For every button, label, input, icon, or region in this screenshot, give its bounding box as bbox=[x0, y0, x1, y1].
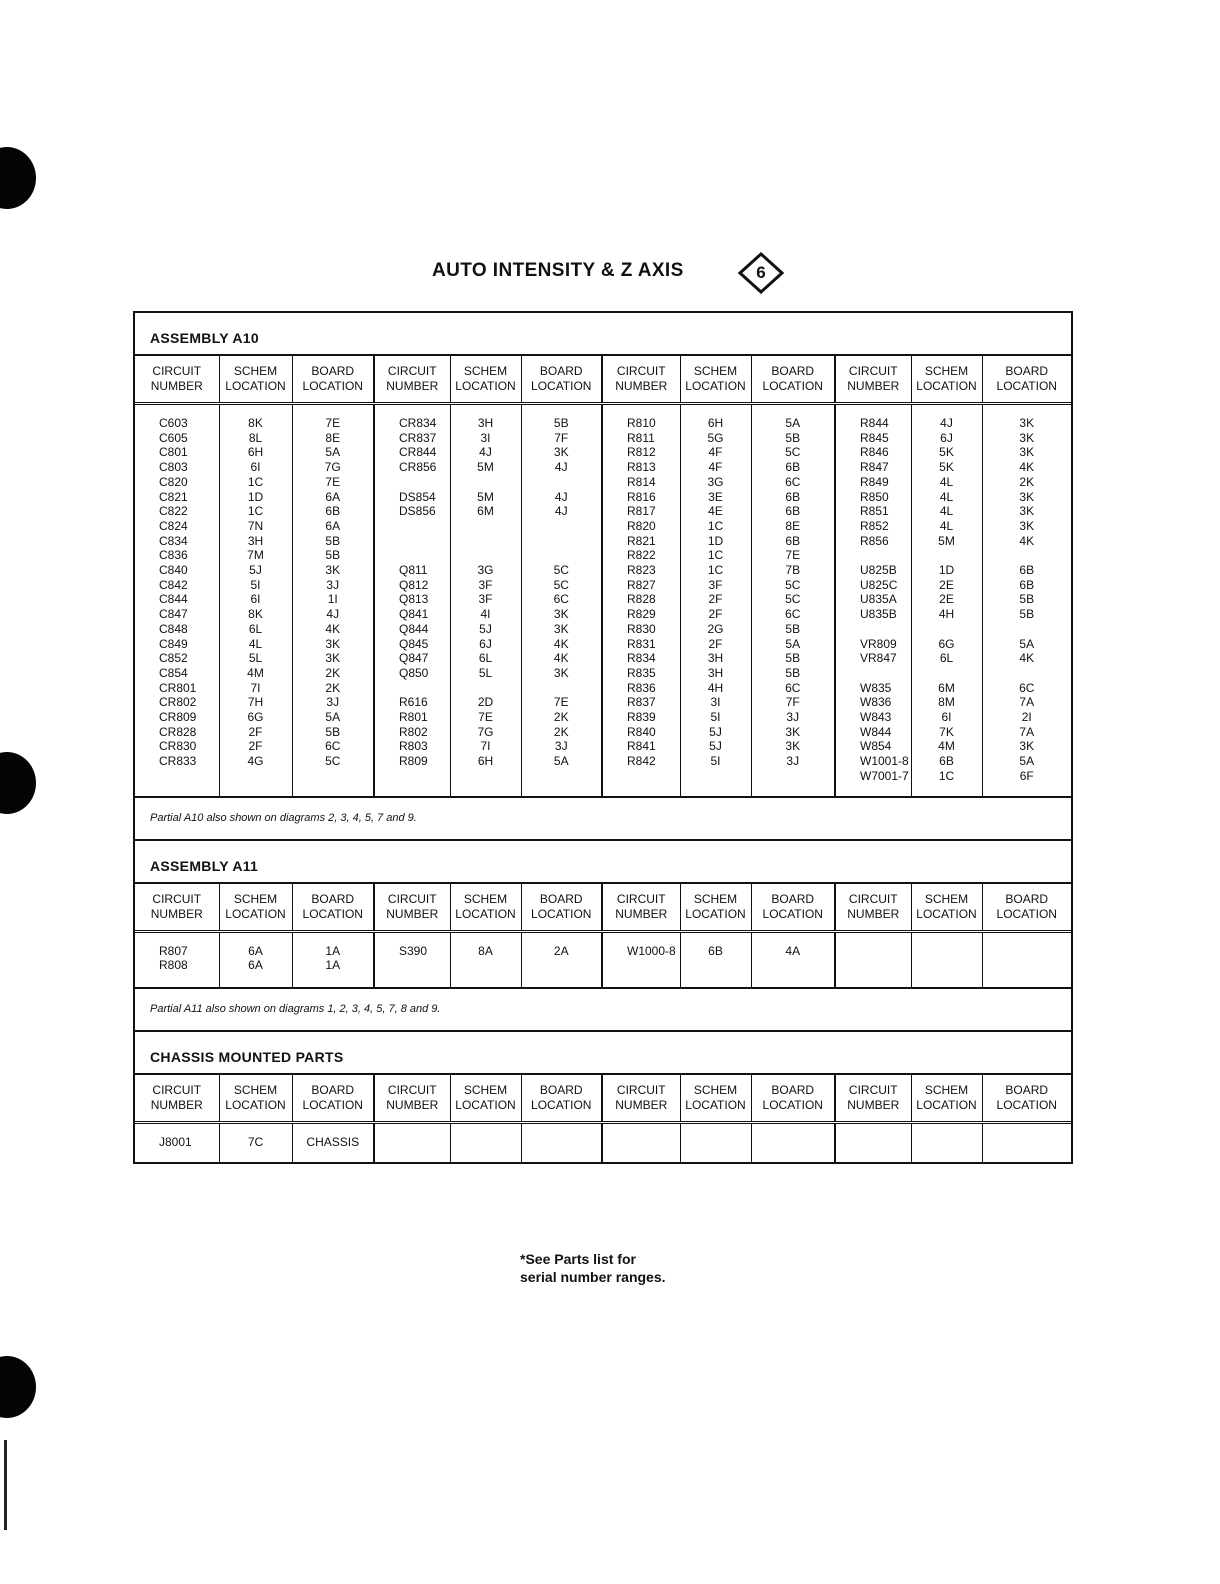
circuit-number-cell: W1000-8 bbox=[602, 931, 680, 988]
col-board-location: BOARD LOCATION bbox=[982, 355, 1071, 404]
col-circuit-number: CIRCUIT NUMBER bbox=[602, 1074, 680, 1123]
col-schem-location: SCHEM LOCATION bbox=[911, 355, 982, 404]
schem-location-cell bbox=[911, 1123, 982, 1162]
chassis-parts-table bbox=[135, 1073, 1071, 1162]
col-circuit-number: CIRCUIT NUMBER bbox=[602, 355, 680, 404]
board-location-cell bbox=[751, 1123, 835, 1162]
col-circuit-number: CIRCUIT NUMBER bbox=[835, 1074, 911, 1123]
col-circuit-number: CIRCUIT NUMBER bbox=[835, 883, 911, 932]
assembly-a11-title: ASSEMBLY A11 bbox=[150, 857, 259, 874]
circuit-number-cell bbox=[835, 1123, 911, 1162]
circuit-number-cell: R807 R808 bbox=[135, 931, 219, 988]
col-board-location: BOARD LOCATION bbox=[982, 1074, 1071, 1123]
circuit-number-cell: R810 R811 R812 R813 R814 R816 R817 R820 R821 R822 R823 R827 R828 R829 R830 R831 R834 R835 R836 R837 R839 R840 R841 R842 bbox=[602, 404, 680, 797]
col-circuit-number: CIRCUIT NUMBER bbox=[602, 883, 680, 932]
col-schem-location: SCHEM LOCATION bbox=[911, 883, 982, 932]
col-schem-location: SCHEM LOCATION bbox=[680, 355, 751, 404]
schem-location-cell: 7C bbox=[219, 1123, 292, 1162]
table-header-row bbox=[135, 1074, 1071, 1123]
col-board-location: BOARD LOCATION bbox=[521, 883, 602, 932]
binder-hole-middle bbox=[0, 752, 36, 814]
assembly-a10-note: Partial A10 also shown on diagrams 2, 3, 4, 5, 7 and 9. bbox=[135, 798, 1071, 841]
diagram-number: 6 bbox=[756, 263, 766, 282]
parts-location-frame bbox=[133, 311, 1073, 1164]
col-circuit-number: CIRCUIT NUMBER bbox=[135, 1074, 219, 1123]
assembly-a11-table bbox=[135, 882, 1071, 990]
schem-location-cell: 6A 6A bbox=[219, 931, 292, 988]
schem-location-cell bbox=[911, 931, 982, 988]
scan-edge-mark bbox=[4, 1440, 7, 1530]
board-location-cell bbox=[521, 1123, 602, 1162]
board-location-cell bbox=[982, 931, 1071, 988]
col-board-location: BOARD LOCATION bbox=[982, 883, 1071, 932]
col-board-location: BOARD LOCATION bbox=[751, 883, 835, 932]
board-location-cell: 2A bbox=[521, 931, 602, 988]
col-schem-location: SCHEM LOCATION bbox=[450, 355, 521, 404]
col-schem-location: SCHEM LOCATION bbox=[450, 1074, 521, 1123]
col-schem-location: SCHEM LOCATION bbox=[680, 1074, 751, 1123]
circuit-number-cell: C603 C605 C801 C803 C820 C821 C822 C824 C834 C836 C840 C842 C844 C847 C848 C849 C852 C854 CR801 CR802 CR809 CR828 CR830 CR833 bbox=[135, 404, 219, 797]
assembly-a10-table bbox=[135, 354, 1071, 798]
schem-location-cell: 8K 8L 6H 6I 1C 1D 1C 7N 3H 7M 5J 5I 6I 8K 6L 4L 5L 4M 7I 7H 6G 2F 2F 4G bbox=[219, 404, 292, 797]
board-location-cell bbox=[982, 1123, 1071, 1162]
col-circuit-number: CIRCUIT NUMBER bbox=[374, 883, 450, 932]
col-schem-location: SCHEM LOCATION bbox=[219, 883, 292, 932]
col-schem-location: SCHEM LOCATION bbox=[219, 1074, 292, 1123]
page-title: AUTO INTENSITY & Z AXIS bbox=[432, 260, 684, 281]
col-circuit-number: CIRCUIT NUMBER bbox=[135, 355, 219, 404]
col-schem-location: SCHEM LOCATION bbox=[911, 1074, 982, 1123]
schem-location-cell: 6H 5G 4F 4F 3G 3E 4E 1C 1D 1C 1C 3F 2F 2F 2G 2F 3H 3H 4H 3I 5I 5J 5J 5I bbox=[680, 404, 751, 797]
board-location-cell: 3K 3K 3K 4K 2K 3K 3K 3K 4K 6B 6B 5B 5B 5A 4K 6C 7A 2I 7A 3K 5A 6F bbox=[982, 404, 1071, 797]
circuit-number-cell: S390 bbox=[374, 931, 450, 988]
schem-location-cell: 6B bbox=[680, 931, 751, 988]
col-circuit-number: CIRCUIT NUMBER bbox=[374, 1074, 450, 1123]
circuit-number-cell: CR834 CR837 CR844 CR856 DS854 DS856 Q811 Q812 Q813 Q841 Q844 Q845 Q847 Q850 R616 R801 R802 R803 R809 bbox=[374, 404, 450, 797]
chassis-parts-title: CHASSIS MOUNTED PARTS bbox=[150, 1049, 344, 1066]
col-board-location: BOARD LOCATION bbox=[292, 355, 374, 404]
board-location-cell: 4A bbox=[751, 931, 835, 988]
table-row bbox=[135, 931, 1071, 988]
board-location-cell: 1A 1A bbox=[292, 931, 374, 988]
board-location-cell: CHASSIS bbox=[292, 1123, 374, 1162]
diagram-number-badge bbox=[738, 252, 784, 294]
assembly-a10-title: ASSEMBLY A10 bbox=[150, 330, 259, 346]
schem-location-cell: 3H 3I 4J 5M 5M 6M 3G 3F 3F 4I 5J 6J 6L 5L 2D 7E 7G 7I 6H bbox=[450, 404, 521, 797]
col-board-location: BOARD LOCATION bbox=[751, 1074, 835, 1123]
col-board-location: BOARD LOCATION bbox=[521, 1074, 602, 1123]
circuit-number-cell bbox=[602, 1123, 680, 1162]
table-header-row bbox=[135, 883, 1071, 932]
col-circuit-number: CIRCUIT NUMBER bbox=[135, 883, 219, 932]
col-circuit-number: CIRCUIT NUMBER bbox=[374, 355, 450, 404]
table-row bbox=[135, 1123, 1071, 1162]
serial-number-footnote bbox=[520, 1250, 666, 1286]
board-location-cell: 7E 8E 5A 7G 7E 6A 6B 6A 5B 5B 3K 3J 1I 4J 4K 3K 3K 2K 2K 3J 5A 5B 6C 5C bbox=[292, 404, 374, 797]
binder-hole-top bbox=[0, 147, 36, 209]
circuit-number-cell bbox=[835, 931, 911, 988]
footnote-line: serial number ranges. bbox=[520, 1269, 666, 1285]
binder-hole-bottom bbox=[0, 1356, 36, 1418]
page-header bbox=[0, 252, 1220, 292]
footnote-line: *See Parts list for bbox=[520, 1251, 636, 1267]
board-location-cell: 5A 5B 5C 6B 6C 6B 6B 8E 6B 7E 7B 5C 5C 6C 5B 5A 5B 5B 6C 7F 3J 3K 3K 3J bbox=[751, 404, 835, 797]
schem-location-cell: 4J 6J 5K 5K 4L 4L 4L 4L 5M 1D 2E 2E 4H 6G 6L 6M 8M 6I 7K 4M 6B 1C bbox=[911, 404, 982, 797]
table-header-row bbox=[135, 355, 1071, 404]
assembly-a11-note: Partial A11 also shown on diagrams 1, 2, 3, 4, 5, 7, 8 and 9. bbox=[135, 989, 1071, 1032]
col-circuit-number: CIRCUIT NUMBER bbox=[835, 355, 911, 404]
schem-location-cell: 8A bbox=[450, 931, 521, 988]
col-board-location: BOARD LOCATION bbox=[292, 1074, 374, 1123]
col-board-location: BOARD LOCATION bbox=[521, 355, 602, 404]
schem-location-cell bbox=[680, 1123, 751, 1162]
schem-location-cell bbox=[450, 1123, 521, 1162]
circuit-number-cell bbox=[374, 1123, 450, 1162]
col-schem-location: SCHEM LOCATION bbox=[680, 883, 751, 932]
col-board-location: BOARD LOCATION bbox=[751, 355, 835, 404]
col-board-location: BOARD LOCATION bbox=[292, 883, 374, 932]
col-schem-location: SCHEM LOCATION bbox=[450, 883, 521, 932]
board-location-cell: 5B 7F 3K 4J 4J 4J 5C 5C 6C 3K 3K 4K 4K 3K 7E 2K 2K 3J 5A bbox=[521, 404, 602, 797]
circuit-number-cell: J8001 bbox=[135, 1123, 219, 1162]
table-row bbox=[135, 404, 1071, 797]
col-schem-location: SCHEM LOCATION bbox=[219, 355, 292, 404]
circuit-number-cell: R844 R845 R846 R847 R849 R850 R851 R852 R856 U825B U825C U835A U835B VR809 VR847 W835 W836 W843 W844 W854 W1001-8 W7001-7 bbox=[835, 404, 911, 797]
